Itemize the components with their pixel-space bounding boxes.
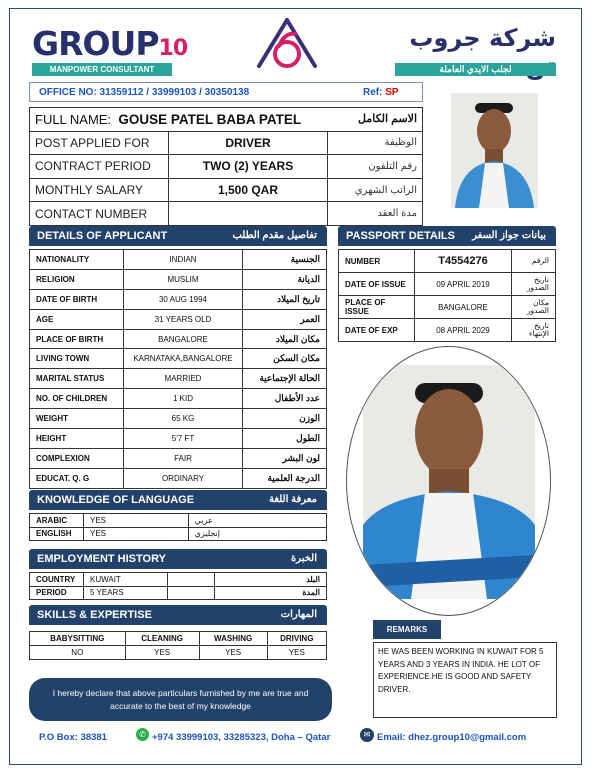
table-row — [339, 250, 556, 273]
table-row — [30, 409, 327, 429]
section-title-arabic: بيانات جواز السفر — [472, 230, 546, 241]
row-arabic-label: المدة — [215, 586, 327, 600]
ref-value: SP — [385, 87, 399, 98]
table-row — [30, 632, 327, 646]
row-arabic-label: عربي — [188, 514, 326, 528]
row-value: 5'7 FT — [124, 429, 243, 449]
logo-brand: GROUP — [32, 24, 159, 63]
row-label: PERIOD — [30, 586, 84, 600]
skill-header: DRIVING — [267, 632, 326, 646]
table-row — [339, 296, 556, 319]
row-label: PLACE OF ISSUE — [339, 296, 415, 319]
row-label: LIVING TOWN — [30, 349, 124, 369]
remarks-header: REMARKS — [373, 620, 441, 639]
table-row — [30, 429, 327, 449]
row-label: MARITAL STATUS — [30, 369, 124, 389]
row-label: MONTHLY SALARY — [30, 178, 169, 202]
row-value: BANGALORE — [124, 329, 243, 349]
section-title: DETAILS OF APPLICANT — [37, 230, 168, 242]
table-row — [30, 586, 327, 600]
row-value: 65 KG — [124, 409, 243, 429]
row-value: 30 AUG 1994 — [124, 289, 243, 309]
skill-value: YES — [199, 646, 267, 660]
row-value: YES — [84, 527, 189, 541]
skill-value: NO — [30, 646, 126, 660]
row-value: DRIVER — [169, 131, 328, 155]
table-row — [30, 527, 327, 541]
logo-tagline: MANPOWER CONSULTANT — [32, 63, 172, 76]
applicant-section-header — [29, 226, 327, 246]
row-label: WEIGHT — [30, 409, 124, 429]
row-value: KUWAIT — [84, 573, 168, 587]
row-label: COMPLEXION — [30, 448, 124, 468]
row-label: AGE — [30, 309, 124, 329]
row-value: KARNATAKA,BANGALORE — [124, 349, 243, 369]
row-arabic-label: تاريخ الميلاد — [243, 289, 327, 309]
full-name-cell — [30, 108, 423, 132]
reference — [363, 83, 399, 102]
row-arabic-label: الدرجة العلمية — [243, 468, 327, 488]
row-arabic-label: لون البشر — [243, 448, 327, 468]
empty-cell — [168, 586, 215, 600]
row-label: NATIONALITY — [30, 250, 124, 270]
row-arabic-label: مدة العقد — [328, 202, 423, 226]
row-value: 1 KID — [124, 389, 243, 409]
declaration-banner: I hereby declare that above particulars furnished by me are true and accurate to the best of my knowledge — [29, 678, 332, 721]
summary-table — [29, 107, 423, 226]
po-box: P.O Box: 38381 — [39, 732, 107, 743]
table-row — [30, 202, 423, 226]
table-row — [30, 514, 327, 528]
skill-value: YES — [125, 646, 199, 660]
table-row — [30, 108, 423, 132]
passport-details-table — [338, 249, 556, 342]
section-title: KNOWLEDGE OF LANGUAGE — [37, 494, 195, 506]
table-row — [30, 448, 327, 468]
office-numbers — [29, 82, 423, 102]
row-value: 31 YEARS OLD — [124, 309, 243, 329]
row-arabic-label: إنجليزي — [188, 527, 326, 541]
row-arabic-label: تاريخ الصدور — [512, 273, 556, 296]
row-arabic-label: الديانة — [243, 269, 327, 289]
table-row — [30, 389, 327, 409]
section-title: EMPLOYMENT HISTORY — [37, 553, 166, 565]
applicant-details-table — [29, 249, 327, 489]
row-value: MUSLIM — [124, 269, 243, 289]
row-label: COUNTRY — [30, 573, 84, 587]
row-value: 1,500 QAR — [169, 178, 328, 202]
applicant-photo-small — [451, 93, 538, 208]
table-row — [30, 369, 327, 389]
skill-header: CLEANING — [125, 632, 199, 646]
row-arabic-label: الرقم — [512, 250, 556, 273]
logo-arabic: شركة جروب — [409, 24, 556, 52]
row-label: DATE OF ISSUE — [339, 273, 415, 296]
employment-table — [29, 572, 327, 600]
row-arabic-label: رقم التلفون — [328, 155, 423, 179]
row-arabic-label: الوزن — [243, 409, 327, 429]
whatsapp-icon: ✆ — [136, 728, 149, 741]
remarks-text: HE WAS BEEN WORKING IN KUWAIT FOR 5 YEARS AND 3 YEARS IN INDIA. HE LOT OF EXPERIENCE.HE IS GOOD AND SAFETY DRIVER. — [373, 642, 557, 718]
logo-brand-number: 10 — [158, 36, 188, 61]
language-section-header — [29, 490, 327, 510]
table-row — [30, 349, 327, 369]
row-arabic-label: الحالة الإجتماعية — [243, 369, 327, 389]
row-arabic-label: الوظيفة — [328, 131, 423, 155]
row-arabic-label: البلد — [215, 573, 327, 587]
table-row — [339, 319, 556, 342]
table-row — [30, 468, 327, 488]
table-row — [30, 131, 423, 155]
row-label: NUMBER — [339, 250, 415, 273]
row-arabic-label: مكان السكن — [243, 349, 327, 369]
row-arabic-label: الطول — [243, 429, 327, 449]
applicant-photo-large — [363, 365, 535, 599]
row-arabic-label: الجنسية — [243, 250, 327, 270]
row-arabic-label: مكان الصدور — [512, 296, 556, 319]
table-row — [30, 329, 327, 349]
table-row — [30, 155, 423, 179]
row-arabic-label: تاريخ الإنتهاء — [512, 319, 556, 342]
skill-header: WASHING — [199, 632, 267, 646]
skills-section-header — [29, 605, 327, 625]
table-row — [30, 646, 327, 660]
table-row — [30, 178, 423, 202]
section-title: SKILLS & EXPERTISE — [37, 609, 152, 621]
section-title-arabic: المهارات — [280, 609, 317, 620]
employment-section-header — [29, 549, 327, 569]
row-value — [169, 202, 328, 226]
ref-label: Ref: — [363, 87, 383, 98]
row-label: DATE OF EXP — [339, 319, 415, 342]
row-label: PLACE OF BIRTH — [30, 329, 124, 349]
section-title-arabic: تفاصيل مقدم الطلب — [232, 230, 317, 241]
row-label: HEIGHT — [30, 429, 124, 449]
empty-cell — [168, 573, 215, 587]
full-name-label: FULL NAME: — [35, 111, 112, 127]
row-label: NO. OF CHILDREN — [30, 389, 124, 409]
table-row — [30, 309, 327, 329]
row-value: 08 APRIL 2029 — [415, 319, 512, 342]
row-label: ARABIC — [30, 514, 84, 528]
table-row — [30, 250, 327, 270]
row-value: T4554276 — [415, 250, 512, 273]
row-label: RELIGION — [30, 269, 124, 289]
skill-header: BABYSITTING — [30, 632, 126, 646]
row-value: TWO (2) YEARS — [169, 155, 328, 179]
row-label: EDUCAT. Q. G — [30, 468, 124, 488]
table-row — [30, 269, 327, 289]
full-name-value: GOUSE PATEL BABA PATEL — [118, 111, 302, 127]
phone-numbers: +974 33999103, 33285323, Doha – Qatar — [152, 732, 331, 743]
table-row — [339, 273, 556, 296]
row-label: CONTACT NUMBER — [30, 202, 169, 226]
skills-table — [29, 631, 327, 660]
row-value: INDIAN — [124, 250, 243, 270]
section-title: PASSPORT DETAILS — [346, 230, 455, 242]
row-value: FAIR — [124, 448, 243, 468]
section-title-arabic: الخبرة — [290, 553, 317, 564]
row-arabic-label: عدد الأطفال — [243, 389, 327, 409]
logo-mark-icon — [255, 18, 319, 76]
table-row — [30, 289, 327, 309]
email-address: Email: dhez.group10@gmail.com — [377, 732, 527, 743]
row-arabic-label: الراتب الشهري — [328, 178, 423, 202]
row-label: POST APPLIED FOR — [30, 131, 169, 155]
company-logo — [32, 24, 187, 63]
applicant-photo-frame — [346, 346, 551, 616]
row-value: 09 APRIL 2019 — [415, 273, 512, 296]
row-arabic-label: العمر — [243, 309, 327, 329]
row-value: YES — [84, 514, 189, 528]
row-label: ENGLISH — [30, 527, 84, 541]
row-value: BANGALORE — [415, 296, 512, 319]
language-table — [29, 513, 327, 541]
row-label: DATE OF BIRTH — [30, 289, 124, 309]
row-value: MARRIED — [124, 369, 243, 389]
row-value: ORDINARY — [124, 468, 243, 488]
skill-value: YES — [267, 646, 326, 660]
logo-arabic-tagline: لجلب الايدي العاملة — [395, 63, 556, 76]
email-icon: ✉ — [360, 728, 374, 742]
office-numbers-text: OFFICE NO: 31359112 / 33999103 / 30350138 — [39, 87, 250, 98]
row-arabic-label: مكان الميلاد — [243, 329, 327, 349]
row-label: CONTRACT PERIOD — [30, 155, 169, 179]
table-row — [30, 573, 327, 587]
full-name-arabic: الاسم الكامل — [358, 112, 417, 125]
section-title-arabic: معرفة اللغة — [269, 494, 317, 505]
row-value: 5 YEARS — [84, 586, 168, 600]
passport-section-header — [338, 226, 556, 246]
